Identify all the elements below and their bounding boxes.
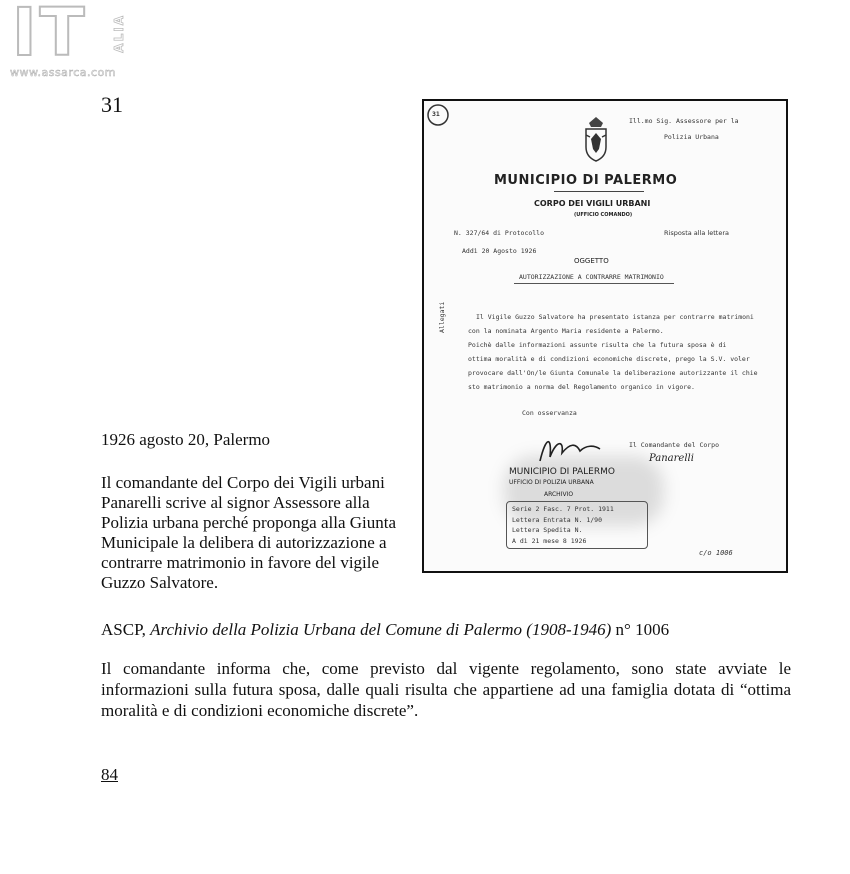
address-line-1: Ill.mo Sig. Assessore per la	[629, 117, 739, 125]
stamp-field-4: A dì 21 mese 8 1926	[512, 537, 587, 545]
body-line-5: provocare dall'On/le Giunta Comunale la deliberazione autorizzante il chie	[468, 369, 758, 377]
logo-text: IT	[12, 0, 88, 71]
stamp-field-1: Serie 2 Fasc. 7 Prot. 1911	[512, 505, 614, 513]
stamp-line-2: UFFICIO DI POLIZIA URBANA	[509, 479, 594, 486]
ufficio-heading: (UFFICIO COMANDO)	[574, 212, 633, 218]
source-title: Archivio della Polizia Urbana del Comune di Palermo (1908-1946)	[150, 620, 612, 639]
body-line-2: con la nominata Argento Maria residente a Palermo.	[468, 327, 664, 335]
body-line-6: sto matrimonio a norma del Regolamento organico in vigore.	[468, 383, 695, 391]
heading-ornament	[554, 191, 644, 192]
stamp-line-3: ARCHIVIO	[544, 491, 574, 498]
scanned-letter	[422, 99, 788, 573]
corpo-heading: CORPO DEI VIGILI URBANI	[534, 199, 651, 208]
protocol-line: N. 327/64 di Protocollo	[454, 229, 545, 237]
oggetto-label: OGGETTO	[574, 257, 609, 265]
stamp-line-1: MUNICIPIO DI PALERMO	[509, 467, 615, 477]
margin-label: Allegati	[438, 301, 446, 333]
body-line-4: ottima moralità e di condizioni economiche discrete, prego la S.V. voler	[468, 355, 750, 363]
watermark-site: www.assarca.com	[10, 66, 116, 79]
archive-note: c/o 1006	[699, 549, 733, 557]
watermark-logo	[10, 0, 130, 79]
coat-of-arms-icon	[579, 115, 613, 163]
stamp-field-3: Lettera Spedita N.	[512, 526, 583, 534]
caption-body: Il comandante del Corpo dei Vigili urbani Panarelli scrive al signor Assessore alla Polizia urbana perché proponga alla Giunta Municipale la delibera di autorizzazione a contrarre matrimonio in favore del vigile Guzzo Salvatore.	[101, 473, 397, 592]
source-suffix: n° 1006	[611, 620, 670, 639]
caption-date: 1926 agosto 20, Palermo	[101, 430, 271, 449]
source-citation	[101, 620, 801, 640]
body-line-1: Il Vigile Guzzo Salvatore ha presentato istanza per contrarre matrimoni	[476, 313, 754, 321]
page-number: 84	[101, 765, 118, 784]
commentary-paragraph: Il comandante informa che, come previsto dal vigente regolamento, sono state avviate le informazioni sulla futura sposa, dalle quali risulta che appartiene ad una famiglia dotata di “ottima moralità e di condizioni economiche discrete”.	[101, 659, 791, 720]
date-line: Addì 20 Agosto 1926	[462, 247, 537, 255]
body-line-3: Poichè dalle informazioni assunte risulta che la futura sposa è di	[468, 341, 727, 349]
signature-name: Panarelli	[649, 453, 694, 464]
municipio-heading: MUNICIPIO DI PALERMO	[494, 173, 678, 188]
address-line-2: Polizia Urbana	[664, 133, 719, 141]
logo-side-text: ALIA	[112, 14, 126, 53]
closing-line: Con osservanza	[522, 409, 577, 417]
reply-label: Risposta alla lettera	[664, 229, 729, 237]
source-prefix: ASCP,	[101, 620, 151, 639]
document-number: 31	[101, 92, 123, 117]
oggetto-text: AUTORIZZAZIONE A CONTRARRE MATRIMONIO	[519, 273, 664, 281]
corner-mark-text: 31	[432, 110, 440, 118]
oggetto-underline	[514, 283, 674, 284]
signature-title: Il Comandante del Corpo	[629, 441, 720, 449]
stamp-field-2: Lettera Entrata N. 1/90	[512, 516, 603, 524]
